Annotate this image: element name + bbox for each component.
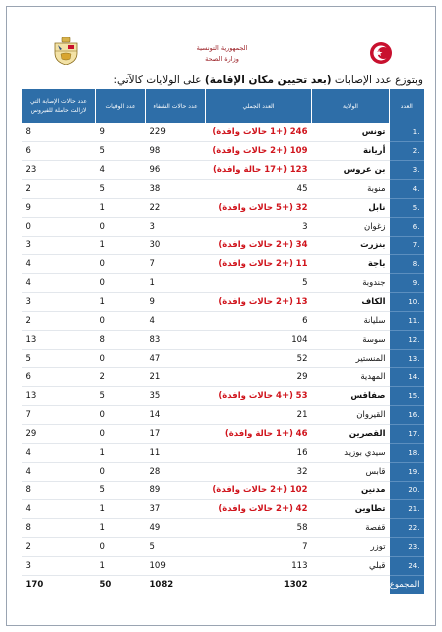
row-index: .20 (390, 481, 424, 500)
row-index: .2 (390, 142, 424, 161)
row-governorate: صفاقس (312, 387, 390, 406)
table-row (22, 180, 424, 199)
table-row (22, 142, 424, 161)
page-title (21, 74, 423, 86)
row-index: .4 (390, 180, 424, 199)
header-total: العدد الجملي (206, 89, 312, 123)
header-governorate: الولاية (312, 89, 390, 123)
row-total (206, 443, 312, 462)
row-index: .21 (390, 500, 424, 519)
row-active: 13 (22, 330, 96, 349)
row-total (206, 293, 312, 312)
header-active: عدد حالات الإصابة التي لازالت حاملة للفيروس (22, 89, 96, 123)
row-active: 4 (22, 500, 96, 519)
row-deaths: 1 (96, 198, 146, 217)
header-deaths: عدد الوفيات (96, 89, 146, 123)
row-total-number: 45 (296, 183, 308, 194)
row-total (206, 198, 312, 217)
row-recovered: 17 (146, 425, 206, 444)
row-active: 8 (22, 519, 96, 538)
row-deaths: 0 (96, 406, 146, 425)
row-index: .19 (390, 462, 424, 481)
row-active: 13 (22, 387, 96, 406)
table-row (22, 387, 424, 406)
row-index: .23 (390, 538, 424, 557)
tunisia-coat-of-arms-icon (53, 37, 79, 65)
row-total-note: (+5 حالات وافدة) (218, 202, 293, 213)
table-row (22, 349, 424, 368)
totals-deaths: 50 (96, 575, 146, 594)
totals-total: 1302 (206, 575, 312, 594)
row-total-number: 42 (295, 504, 308, 515)
row-governorate: سيدي بوزيد (312, 443, 390, 462)
row-total-note: (+4 حالات وافدة) (218, 391, 293, 402)
row-total-number: 123 (289, 165, 308, 176)
totals-active: 170 (22, 575, 96, 594)
row-governorate: منوبة (312, 180, 390, 199)
row-index: .1 (390, 123, 424, 142)
row-total (206, 406, 312, 425)
row-deaths: 9 (96, 123, 146, 142)
row-governorate: المنستير (312, 349, 390, 368)
row-recovered: 89 (146, 481, 206, 500)
table-body (22, 123, 424, 575)
header-text (147, 43, 297, 65)
row-total-number: 34 (295, 240, 308, 251)
row-deaths: 1 (96, 236, 146, 255)
row-total-note: (+2 حالات وافدة) (218, 504, 293, 515)
title-highlight: (بعد تحيين مكان الإقامة) (204, 74, 332, 86)
row-deaths: 0 (96, 349, 146, 368)
row-total (206, 123, 312, 142)
row-total-number: 53 (295, 391, 308, 402)
row-governorate: مدنين (312, 481, 390, 500)
row-total-number: 7 (302, 541, 308, 552)
row-governorate: باجة (312, 255, 390, 274)
table-row (22, 481, 424, 500)
row-governorate: توزر (312, 538, 390, 557)
table-row (22, 556, 424, 575)
row-active: 4 (22, 462, 96, 481)
row-active: 8 (22, 481, 96, 500)
row-deaths: 4 (96, 161, 146, 180)
row-deaths: 1 (96, 293, 146, 312)
row-recovered: 49 (146, 519, 206, 538)
table-row (22, 462, 424, 481)
row-active: 23 (22, 161, 96, 180)
table-row (22, 330, 424, 349)
row-index: .9 (390, 274, 424, 293)
row-total-number: 13 (295, 297, 308, 308)
row-index: .5 (390, 198, 424, 217)
table-row (22, 311, 424, 330)
row-total-number: 11 (295, 259, 308, 270)
ministry-crescent-logo-icon (369, 41, 393, 65)
row-total-note: (+2 حالات وافدة) (218, 259, 293, 270)
row-recovered: 109 (146, 556, 206, 575)
row-total-number: 6 (302, 315, 308, 326)
table-row (22, 500, 424, 519)
row-total-number: 58 (296, 523, 308, 534)
row-deaths: 0 (96, 255, 146, 274)
title-prefix: وبتوزع عدد الإصابات (331, 74, 423, 86)
row-total (206, 142, 312, 161)
row-recovered: 96 (146, 161, 206, 180)
cases-by-governorate-table (21, 89, 424, 594)
row-governorate: قابس (312, 462, 390, 481)
row-governorate: سليانة (312, 311, 390, 330)
row-recovered: 9 (146, 293, 206, 312)
row-index: .24 (390, 556, 424, 575)
table-header-row (22, 89, 424, 123)
totals-recovered: 1082 (146, 575, 206, 594)
row-governorate: جندوبة (312, 274, 390, 293)
row-recovered: 3 (146, 217, 206, 236)
row-index: .17 (390, 425, 424, 444)
row-active: 2 (22, 311, 96, 330)
header-idx: العدد (390, 89, 424, 123)
row-active: 2 (22, 538, 96, 557)
row-index: .13 (390, 349, 424, 368)
row-recovered: 37 (146, 500, 206, 519)
row-recovered: 229 (146, 123, 206, 142)
row-deaths: 5 (96, 481, 146, 500)
row-total (206, 556, 312, 575)
row-active: 3 (22, 236, 96, 255)
row-total (206, 387, 312, 406)
row-total (206, 368, 312, 387)
row-index: .16 (390, 406, 424, 425)
row-active: 6 (22, 368, 96, 387)
row-recovered: 5 (146, 538, 206, 557)
row-governorate: نابل (312, 198, 390, 217)
row-recovered: 4 (146, 311, 206, 330)
row-active: 4 (22, 255, 96, 274)
row-index: .22 (390, 519, 424, 538)
row-index: .7 (390, 236, 424, 255)
row-recovered: 14 (146, 406, 206, 425)
row-index: .11 (390, 311, 424, 330)
row-total (206, 161, 312, 180)
title-suffix: على الولايات كالآتي: (113, 74, 205, 86)
republic-name: الجمهورية التونسية (196, 44, 248, 52)
row-index: .8 (390, 255, 424, 274)
row-recovered: 98 (146, 142, 206, 161)
ministry-name: وزارة الصحة (205, 55, 239, 63)
document-header (7, 7, 437, 77)
row-deaths: 1 (96, 556, 146, 575)
table-row (22, 161, 424, 180)
row-total-number: 109 (289, 146, 308, 157)
row-total-note: (+1 حالات وافدة) (212, 127, 288, 138)
row-total-note: (+17 حالة وافدة) (213, 165, 288, 176)
row-total-number: 32 (295, 202, 308, 213)
totals-row (22, 575, 424, 594)
table-row (22, 123, 424, 142)
row-active: 6 (22, 142, 96, 161)
row-total (206, 217, 312, 236)
row-governorate: زغوان (312, 217, 390, 236)
row-total (206, 274, 312, 293)
table-row (22, 274, 424, 293)
row-governorate: القيروان (312, 406, 390, 425)
row-total (206, 538, 312, 557)
row-deaths: 5 (96, 142, 146, 161)
row-governorate: بن عروس (312, 161, 390, 180)
row-index: .12 (390, 330, 424, 349)
row-recovered: 11 (146, 443, 206, 462)
row-recovered: 7 (146, 255, 206, 274)
row-governorate: الكاف (312, 293, 390, 312)
row-recovered: 21 (146, 368, 206, 387)
row-active: 5 (22, 349, 96, 368)
row-governorate: بنزرت (312, 236, 390, 255)
table-row (22, 293, 424, 312)
row-deaths: 1 (96, 519, 146, 538)
row-active: 4 (22, 274, 96, 293)
row-index: .15 (390, 387, 424, 406)
row-active: 4 (22, 443, 96, 462)
row-index: .10 (390, 293, 424, 312)
table-row (22, 443, 424, 462)
row-total-number: 52 (296, 353, 308, 364)
row-deaths: 8 (96, 330, 146, 349)
table-row (22, 236, 424, 255)
row-deaths: 0 (96, 425, 146, 444)
row-deaths: 0 (96, 274, 146, 293)
table-row (22, 425, 424, 444)
row-active: 3 (22, 556, 96, 575)
row-active: 9 (22, 198, 96, 217)
row-total (206, 311, 312, 330)
row-index: .6 (390, 217, 424, 236)
row-index: .3 (390, 161, 424, 180)
row-total-number: 16 (296, 447, 308, 458)
row-total (206, 425, 312, 444)
row-recovered: 30 (146, 236, 206, 255)
row-total-number: 102 (289, 485, 308, 496)
row-total-number: 104 (291, 334, 308, 345)
row-index: .14 (390, 368, 424, 387)
row-total (206, 180, 312, 199)
row-governorate: القصرين (312, 425, 390, 444)
row-total (206, 330, 312, 349)
row-governorate: تونس (312, 123, 390, 142)
row-total (206, 236, 312, 255)
row-recovered: 83 (146, 330, 206, 349)
table-row (22, 198, 424, 217)
row-total-number: 246 (289, 127, 308, 138)
row-deaths: 1 (96, 500, 146, 519)
row-total-number: 46 (295, 428, 308, 439)
table-row (22, 519, 424, 538)
row-governorate: أريانة (312, 142, 390, 161)
totals-gov-empty (312, 575, 390, 594)
row-total-note: (+1 حالة وافدة) (224, 428, 293, 439)
row-governorate: قفصة (312, 519, 390, 538)
row-total-number: 21 (296, 410, 308, 421)
row-index: .18 (390, 443, 424, 462)
row-governorate: سوسة (312, 330, 390, 349)
row-total-number: 32 (296, 466, 308, 477)
row-total (206, 462, 312, 481)
row-deaths: 1 (96, 443, 146, 462)
row-active: 3 (22, 293, 96, 312)
row-total-number: 113 (291, 560, 308, 571)
row-recovered: 35 (146, 387, 206, 406)
row-recovered: 47 (146, 349, 206, 368)
totals-label: المجموع (390, 575, 424, 594)
table-row (22, 255, 424, 274)
row-recovered: 28 (146, 462, 206, 481)
table-row (22, 217, 424, 236)
row-deaths: 5 (96, 180, 146, 199)
row-deaths: 5 (96, 387, 146, 406)
row-total-number: 29 (296, 372, 308, 383)
row-recovered: 1 (146, 274, 206, 293)
row-governorate: المهدية (312, 368, 390, 387)
row-total (206, 519, 312, 538)
row-total-number: 3 (302, 221, 308, 232)
header-recovered: عدد حالات الشفاء (146, 89, 206, 123)
row-total (206, 500, 312, 519)
row-deaths: 0 (96, 538, 146, 557)
row-deaths: 0 (96, 217, 146, 236)
row-total-note: (+2 حالات وافدة) (212, 146, 288, 157)
row-recovered: 38 (146, 180, 206, 199)
document-page (6, 6, 436, 626)
table-row (22, 538, 424, 557)
row-deaths: 2 (96, 368, 146, 387)
row-active: 8 (22, 123, 96, 142)
row-recovered: 22 (146, 198, 206, 217)
row-total-note: (+2 حالات وافدة) (218, 240, 293, 251)
row-total (206, 481, 312, 500)
row-governorate: تطاوين (312, 500, 390, 519)
row-active: 7 (22, 406, 96, 425)
table-row (22, 368, 424, 387)
row-total-note: (+2 حالات وافدة) (218, 297, 293, 308)
row-total (206, 255, 312, 274)
row-deaths: 0 (96, 462, 146, 481)
row-governorate: قبلي (312, 556, 390, 575)
row-total-note: (+2 حالات وافدة) (212, 485, 288, 496)
row-total-number: 5 (302, 278, 308, 289)
row-active: 0 (22, 217, 96, 236)
row-total (206, 349, 312, 368)
row-deaths: 0 (96, 311, 146, 330)
row-active: 29 (22, 425, 96, 444)
row-active: 2 (22, 180, 96, 199)
table-row (22, 406, 424, 425)
